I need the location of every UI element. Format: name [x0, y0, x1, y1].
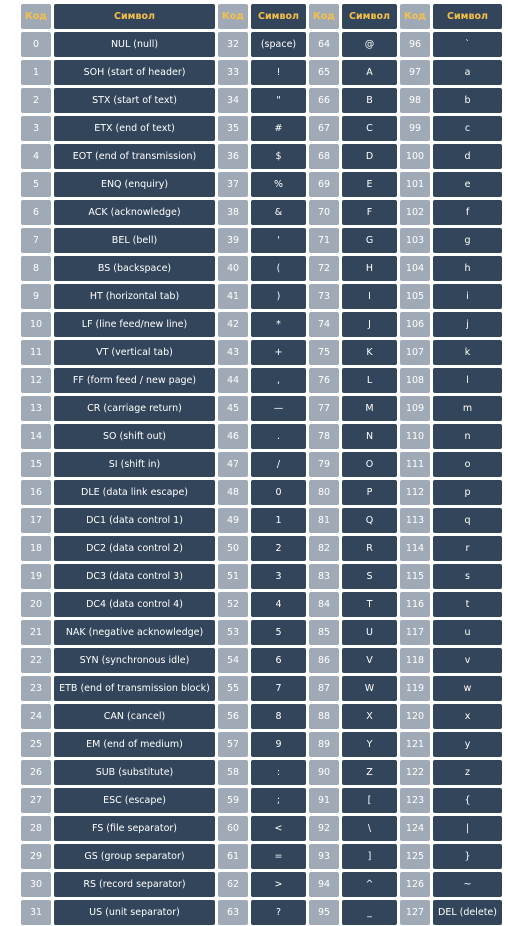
- code-cell: 55: [218, 676, 248, 701]
- header-code: Код: [309, 4, 339, 29]
- code-cell: 121: [400, 732, 430, 757]
- code-cell: 38: [218, 200, 248, 225]
- symbol-cell: #: [251, 116, 306, 141]
- code-cell: 77: [309, 396, 339, 421]
- symbol-cell: US (unit separator): [54, 900, 215, 925]
- symbol-cell: —: [251, 396, 306, 421]
- code-cell: 94: [309, 872, 339, 897]
- symbol-cell: X: [342, 704, 397, 729]
- symbol-cell: 6: [251, 648, 306, 673]
- symbol-cell: (space): [251, 32, 306, 57]
- symbol-cell: m: [433, 396, 502, 421]
- symbol-cell: A: [342, 60, 397, 85]
- code-cell: 48: [218, 480, 248, 505]
- symbol-cell: 5: [251, 620, 306, 645]
- code-cell: 76: [309, 368, 339, 393]
- symbol-cell: D: [342, 144, 397, 169]
- symbol-cell: }: [433, 844, 502, 869]
- code-cell: 84: [309, 592, 339, 617]
- code-cell: 120: [400, 704, 430, 729]
- symbol-cell: ETB (end of transmission block): [54, 676, 215, 701]
- symbol-cell: v: [433, 648, 502, 673]
- symbol-cell: q: [433, 508, 502, 533]
- symbol-cell: ,: [251, 368, 306, 393]
- ascii-table: [21, 4, 502, 925]
- code-cell: 25: [21, 732, 51, 757]
- code-cell: 47: [218, 452, 248, 477]
- symbol-cell: d: [433, 144, 502, 169]
- code-cell: 20: [21, 592, 51, 617]
- code-cell: 50: [218, 536, 248, 561]
- symbol-cell: j: [433, 312, 502, 337]
- symbol-cell: H: [342, 256, 397, 281]
- code-cell: 51: [218, 564, 248, 589]
- symbol-cell: 8: [251, 704, 306, 729]
- code-cell: 115: [400, 564, 430, 589]
- code-cell: 79: [309, 452, 339, 477]
- symbol-cell: _: [342, 900, 397, 925]
- symbol-cell: z: [433, 760, 502, 785]
- code-cell: 124: [400, 816, 430, 841]
- code-cell: 109: [400, 396, 430, 421]
- code-cell: 62: [218, 872, 248, 897]
- symbol-cell: CAN (cancel): [54, 704, 215, 729]
- symbol-cell: &: [251, 200, 306, 225]
- symbol-cell: DC1 (data control 1): [54, 508, 215, 533]
- code-cell: 103: [400, 228, 430, 253]
- symbol-cell: (: [251, 256, 306, 281]
- symbol-cell: f: [433, 200, 502, 225]
- code-cell: 60: [218, 816, 248, 841]
- code-cell: 81: [309, 508, 339, 533]
- code-cell: 16: [21, 480, 51, 505]
- symbol-cell: %: [251, 172, 306, 197]
- symbol-cell: T: [342, 592, 397, 617]
- code-cell: 13: [21, 396, 51, 421]
- symbol-cell: *: [251, 312, 306, 337]
- code-cell: 122: [400, 760, 430, 785]
- code-cell: 17: [21, 508, 51, 533]
- symbol-cell: STX (start of text): [54, 88, 215, 113]
- symbol-cell: c: [433, 116, 502, 141]
- symbol-cell: DC3 (data control 3): [54, 564, 215, 589]
- code-cell: 116: [400, 592, 430, 617]
- code-cell: 35: [218, 116, 248, 141]
- symbol-cell: FS (file separator): [54, 816, 215, 841]
- code-cell: 19: [21, 564, 51, 589]
- symbol-cell: S: [342, 564, 397, 589]
- code-cell: 70: [309, 200, 339, 225]
- code-cell: 26: [21, 760, 51, 785]
- code-cell: 10: [21, 312, 51, 337]
- code-cell: 105: [400, 284, 430, 309]
- code-cell: 104: [400, 256, 430, 281]
- code-cell: 24: [21, 704, 51, 729]
- symbol-cell: L: [342, 368, 397, 393]
- code-cell: 71: [309, 228, 339, 253]
- code-cell: 106: [400, 312, 430, 337]
- code-cell: 28: [21, 816, 51, 841]
- symbol-cell: NAK (negative acknowledge): [54, 620, 215, 645]
- symbol-cell: B: [342, 88, 397, 113]
- symbol-cell: LF (line feed/new line): [54, 312, 215, 337]
- symbol-cell: .: [251, 424, 306, 449]
- code-cell: 57: [218, 732, 248, 757]
- symbol-cell: i: [433, 284, 502, 309]
- symbol-cell: e: [433, 172, 502, 197]
- code-cell: 2: [21, 88, 51, 113]
- symbol-cell: NUL (null): [54, 32, 215, 57]
- symbol-cell: {: [433, 788, 502, 813]
- symbol-cell: DLE (data link escape): [54, 480, 215, 505]
- symbol-cell: R: [342, 536, 397, 561]
- header-code: Код: [218, 4, 248, 29]
- symbol-cell: l: [433, 368, 502, 393]
- symbol-cell: FF (form feed / new page): [54, 368, 215, 393]
- symbol-cell: ;: [251, 788, 306, 813]
- code-cell: 8: [21, 256, 51, 281]
- symbol-cell: 4: [251, 592, 306, 617]
- code-cell: 41: [218, 284, 248, 309]
- symbol-cell: u: [433, 620, 502, 645]
- symbol-cell: ~: [433, 872, 502, 897]
- symbol-cell: p: [433, 480, 502, 505]
- symbol-cell: $: [251, 144, 306, 169]
- code-cell: 89: [309, 732, 339, 757]
- symbol-cell: 1: [251, 508, 306, 533]
- symbol-cell: RS (record separator): [54, 872, 215, 897]
- code-cell: 73: [309, 284, 339, 309]
- code-cell: 33: [218, 60, 248, 85]
- code-cell: 45: [218, 396, 248, 421]
- code-cell: 88: [309, 704, 339, 729]
- code-cell: 119: [400, 676, 430, 701]
- symbol-cell: ETX (end of text): [54, 116, 215, 141]
- symbol-cell: ': [251, 228, 306, 253]
- header-code: Код: [21, 4, 51, 29]
- code-cell: 49: [218, 508, 248, 533]
- code-cell: 46: [218, 424, 248, 449]
- code-cell: 90: [309, 760, 339, 785]
- header-symbol: Символ: [342, 4, 397, 29]
- code-cell: 87: [309, 676, 339, 701]
- code-cell: 68: [309, 144, 339, 169]
- code-cell: 29: [21, 844, 51, 869]
- code-cell: 102: [400, 200, 430, 225]
- symbol-cell: U: [342, 620, 397, 645]
- code-cell: 42: [218, 312, 248, 337]
- code-cell: 59: [218, 788, 248, 813]
- code-cell: 114: [400, 536, 430, 561]
- symbol-cell: SUB (substitute): [54, 760, 215, 785]
- code-cell: 37: [218, 172, 248, 197]
- symbol-cell: W: [342, 676, 397, 701]
- code-cell: 53: [218, 620, 248, 645]
- code-cell: 12: [21, 368, 51, 393]
- code-cell: 127: [400, 900, 430, 925]
- code-cell: 83: [309, 564, 339, 589]
- code-cell: 93: [309, 844, 339, 869]
- code-cell: 111: [400, 452, 430, 477]
- symbol-cell: J: [342, 312, 397, 337]
- code-cell: 82: [309, 536, 339, 561]
- symbol-cell: a: [433, 60, 502, 85]
- symbol-cell: ": [251, 88, 306, 113]
- code-cell: 92: [309, 816, 339, 841]
- symbol-cell: SI (shift in): [54, 452, 215, 477]
- code-cell: 30: [21, 872, 51, 897]
- code-cell: 40: [218, 256, 248, 281]
- symbol-cell: n: [433, 424, 502, 449]
- code-cell: 36: [218, 144, 248, 169]
- code-cell: 27: [21, 788, 51, 813]
- code-cell: 98: [400, 88, 430, 113]
- header-code: Код: [400, 4, 430, 29]
- code-cell: 58: [218, 760, 248, 785]
- code-cell: 11: [21, 340, 51, 365]
- code-cell: 100: [400, 144, 430, 169]
- symbol-cell: g: [433, 228, 502, 253]
- code-cell: 80: [309, 480, 339, 505]
- code-cell: 21: [21, 620, 51, 645]
- header-symbol: Символ: [433, 4, 502, 29]
- code-cell: 72: [309, 256, 339, 281]
- code-cell: 118: [400, 648, 430, 673]
- header-symbol: Символ: [251, 4, 306, 29]
- symbol-cell: O: [342, 452, 397, 477]
- symbol-cell: h: [433, 256, 502, 281]
- symbol-cell: \: [342, 816, 397, 841]
- code-cell: 18: [21, 536, 51, 561]
- code-cell: 32: [218, 32, 248, 57]
- code-cell: 64: [309, 32, 339, 57]
- code-cell: 52: [218, 592, 248, 617]
- symbol-cell: k: [433, 340, 502, 365]
- code-cell: 91: [309, 788, 339, 813]
- symbol-cell: BS (backspace): [54, 256, 215, 281]
- code-cell: 15: [21, 452, 51, 477]
- symbol-cell: Q: [342, 508, 397, 533]
- symbol-cell: r: [433, 536, 502, 561]
- code-cell: 125: [400, 844, 430, 869]
- code-cell: 75: [309, 340, 339, 365]
- symbol-cell: w: [433, 676, 502, 701]
- symbol-cell: ^: [342, 872, 397, 897]
- code-cell: 65: [309, 60, 339, 85]
- symbol-cell: 7: [251, 676, 306, 701]
- code-cell: 7: [21, 228, 51, 253]
- code-cell: 44: [218, 368, 248, 393]
- code-cell: 14: [21, 424, 51, 449]
- symbol-cell: G: [342, 228, 397, 253]
- code-cell: 1: [21, 60, 51, 85]
- code-cell: 56: [218, 704, 248, 729]
- symbol-cell: s: [433, 564, 502, 589]
- code-cell: 22: [21, 648, 51, 673]
- symbol-cell: N: [342, 424, 397, 449]
- symbol-cell: VT (vertical tab): [54, 340, 215, 365]
- symbol-cell: P: [342, 480, 397, 505]
- code-cell: 97: [400, 60, 430, 85]
- code-cell: 108: [400, 368, 430, 393]
- symbol-cell: b: [433, 88, 502, 113]
- code-cell: 39: [218, 228, 248, 253]
- symbol-cell: BEL (bell): [54, 228, 215, 253]
- code-cell: 66: [309, 88, 339, 113]
- symbol-cell: K: [342, 340, 397, 365]
- code-cell: 0: [21, 32, 51, 57]
- code-cell: 61: [218, 844, 248, 869]
- code-cell: 5: [21, 172, 51, 197]
- code-cell: 63: [218, 900, 248, 925]
- code-cell: 85: [309, 620, 339, 645]
- symbol-cell: 3: [251, 564, 306, 589]
- symbol-cell: ACK (acknowledge): [54, 200, 215, 225]
- symbol-cell: EOT (end of transmission): [54, 144, 215, 169]
- code-cell: 110: [400, 424, 430, 449]
- code-cell: 69: [309, 172, 339, 197]
- symbol-cell: 0: [251, 480, 306, 505]
- symbol-cell: :: [251, 760, 306, 785]
- symbol-cell: M: [342, 396, 397, 421]
- symbol-cell: Y: [342, 732, 397, 757]
- symbol-cell: EM (end of medium): [54, 732, 215, 757]
- code-cell: 54: [218, 648, 248, 673]
- code-cell: 107: [400, 340, 430, 365]
- symbol-cell: ENQ (enquiry): [54, 172, 215, 197]
- symbol-cell: ): [251, 284, 306, 309]
- symbol-cell: SOH (start of header): [54, 60, 215, 85]
- symbol-cell: 2: [251, 536, 306, 561]
- symbol-cell: @: [342, 32, 397, 57]
- code-cell: 31: [21, 900, 51, 925]
- symbol-cell: CR (carriage return): [54, 396, 215, 421]
- symbol-cell: >: [251, 872, 306, 897]
- symbol-cell: SO (shift out): [54, 424, 215, 449]
- code-cell: 43: [218, 340, 248, 365]
- code-cell: 86: [309, 648, 339, 673]
- symbol-cell: DC2 (data control 2): [54, 536, 215, 561]
- symbol-cell: Z: [342, 760, 397, 785]
- symbol-cell: 9: [251, 732, 306, 757]
- code-cell: 3: [21, 116, 51, 141]
- symbol-cell: GS (group separator): [54, 844, 215, 869]
- symbol-cell: DEL (delete): [433, 900, 502, 925]
- code-cell: 4: [21, 144, 51, 169]
- symbol-cell: /: [251, 452, 306, 477]
- symbol-cell: E: [342, 172, 397, 197]
- code-cell: 123: [400, 788, 430, 813]
- symbol-cell: x: [433, 704, 502, 729]
- symbol-cell: ?: [251, 900, 306, 925]
- symbol-cell: o: [433, 452, 502, 477]
- symbol-cell: y: [433, 732, 502, 757]
- code-cell: 34: [218, 88, 248, 113]
- symbol-cell: F: [342, 200, 397, 225]
- code-cell: 113: [400, 508, 430, 533]
- symbol-cell: t: [433, 592, 502, 617]
- symbol-cell: [: [342, 788, 397, 813]
- code-cell: 117: [400, 620, 430, 645]
- symbol-cell: SYN (synchronous idle): [54, 648, 215, 673]
- code-cell: 96: [400, 32, 430, 57]
- code-cell: 67: [309, 116, 339, 141]
- symbol-cell: ]: [342, 844, 397, 869]
- symbol-cell: |: [433, 816, 502, 841]
- code-cell: 99: [400, 116, 430, 141]
- code-cell: 78: [309, 424, 339, 449]
- code-cell: 112: [400, 480, 430, 505]
- symbol-cell: =: [251, 844, 306, 869]
- symbol-cell: +: [251, 340, 306, 365]
- code-cell: 23: [21, 676, 51, 701]
- code-cell: 126: [400, 872, 430, 897]
- symbol-cell: <: [251, 816, 306, 841]
- code-cell: 74: [309, 312, 339, 337]
- symbol-cell: `: [433, 32, 502, 57]
- symbol-cell: C: [342, 116, 397, 141]
- symbol-cell: DC4 (data control 4): [54, 592, 215, 617]
- header-symbol: Символ: [54, 4, 215, 29]
- symbol-cell: I: [342, 284, 397, 309]
- symbol-cell: ESC (escape): [54, 788, 215, 813]
- symbol-cell: V: [342, 648, 397, 673]
- code-cell: 101: [400, 172, 430, 197]
- code-cell: 9: [21, 284, 51, 309]
- symbol-cell: HT (horizontal tab): [54, 284, 215, 309]
- symbol-cell: !: [251, 60, 306, 85]
- code-cell: 6: [21, 200, 51, 225]
- code-cell: 95: [309, 900, 339, 925]
